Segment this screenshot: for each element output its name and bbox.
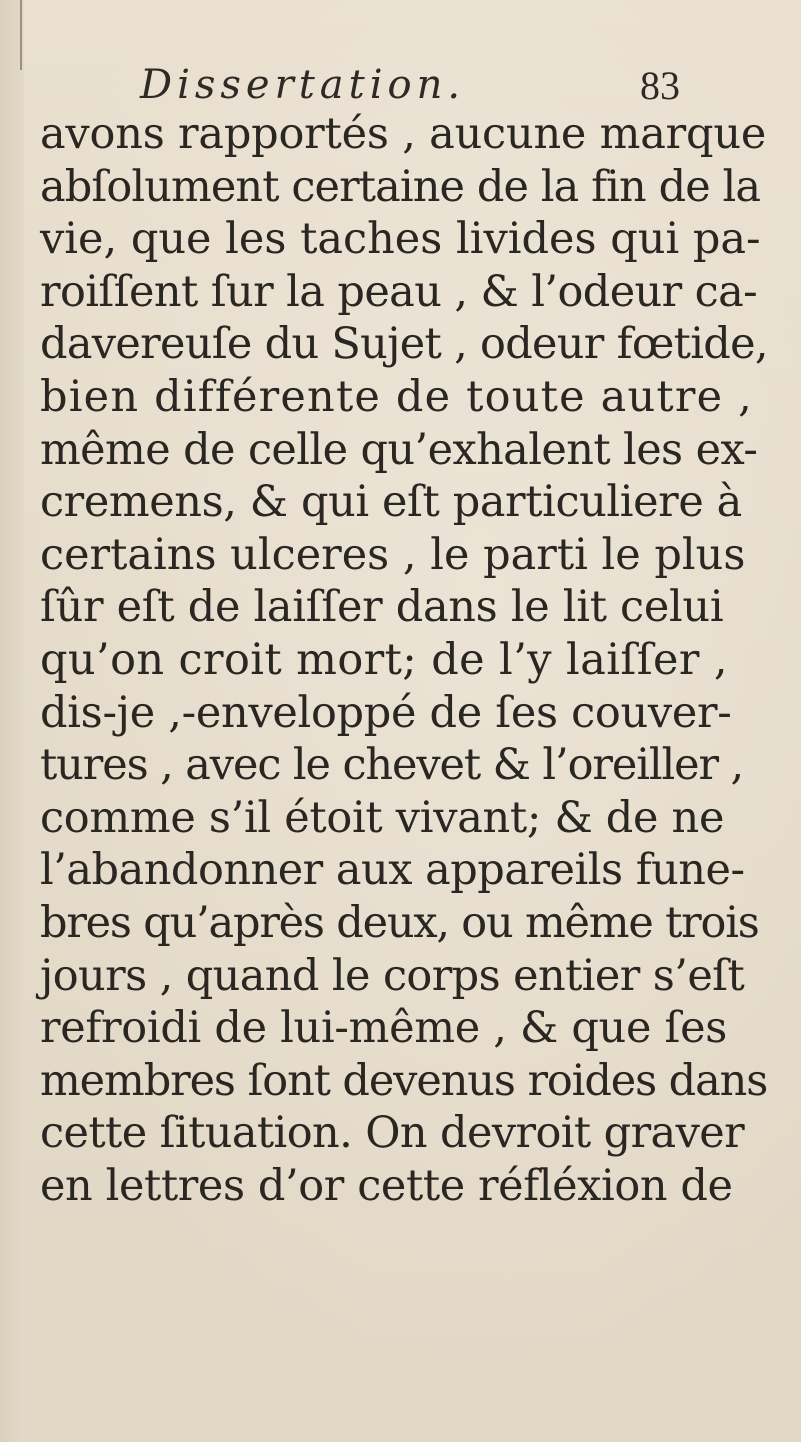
page-gutter xyxy=(0,0,24,1442)
text-line: ſûr eſt de laiſſer dans le lit celui xyxy=(40,582,724,633)
text-line: en lettres d’or cette réfléxion de xyxy=(40,1160,733,1211)
text-line: qu’on croit mort; de l’y laiſſer , xyxy=(40,634,728,685)
text-line: abſolument certaine de la fin de la xyxy=(40,161,761,212)
text-line: dis-je ,-enveloppé de ſes couver- xyxy=(40,687,732,738)
text-line: cette ſituation. On devroit graver xyxy=(40,1108,745,1159)
text-line: avons rapportés , aucune marque xyxy=(40,109,767,159)
body-text xyxy=(40,108,800,1212)
gutter-line xyxy=(20,0,22,70)
text-line: jours , quand le corps entier s’eſt xyxy=(40,950,745,1001)
text-line: membres ſont devenus roides dans xyxy=(40,1055,768,1106)
text-line: comme s’il étoit vivant; & de ne xyxy=(40,792,725,843)
text-line: roiſſent ſur la peau , & l’odeur ca- xyxy=(40,266,758,317)
text-line: même de celle qu’exhalent les ex- xyxy=(40,424,758,475)
page-number: 83 xyxy=(640,63,680,108)
text-line: vie, que les taches livides qui pa- xyxy=(40,214,761,265)
text-line: refroidi de lui-même , & que ſes xyxy=(40,1003,727,1054)
text-line: certains ulceres , le parti le plus xyxy=(40,529,746,580)
text-line: l’abandonner aux appareils fune- xyxy=(40,845,745,896)
running-title: Dissertation. xyxy=(140,62,466,108)
text-line: bres qu’après deux, ou même trois xyxy=(40,897,759,948)
text-line: bien différente de toute autre , xyxy=(40,371,753,422)
text-line: cremens, & qui eſt particuliere à xyxy=(40,477,742,528)
text-line: tures , avec le chevet & l’oreiller , xyxy=(40,740,744,791)
text-line: davereuſe du Sujet , odeur fœtide, xyxy=(40,319,768,370)
